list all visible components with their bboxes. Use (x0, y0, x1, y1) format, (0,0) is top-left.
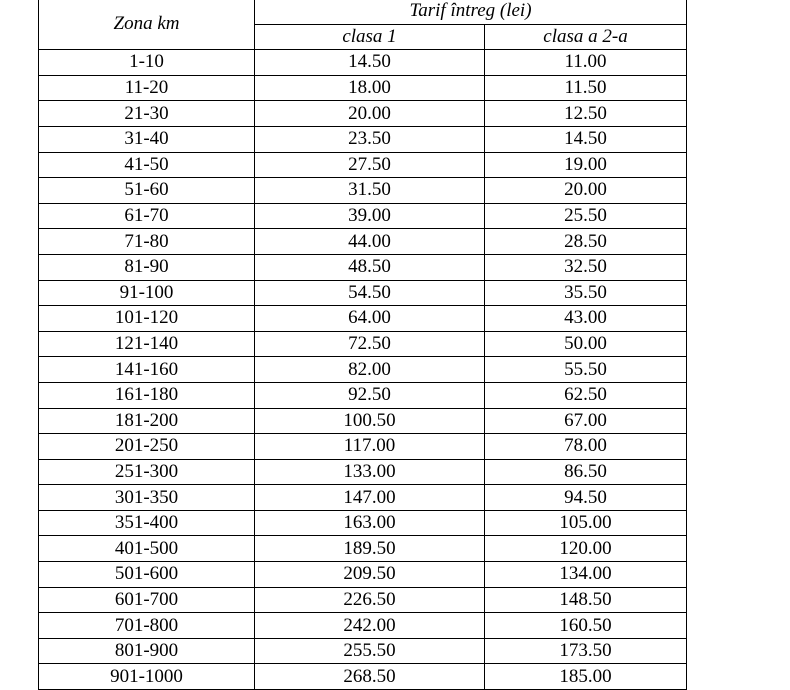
zone-cell: 351-400 (39, 510, 255, 536)
table-row (39, 101, 687, 127)
table-row (39, 254, 687, 280)
class2-price-cell: 14.50 (485, 126, 687, 152)
class1-price-cell: 189.50 (255, 536, 485, 562)
zone-cell: 21-30 (39, 101, 255, 127)
table-row (39, 126, 687, 152)
class1-price-cell: 82.00 (255, 357, 485, 383)
zone-cell: 101-120 (39, 306, 255, 332)
table-row (39, 613, 687, 639)
table-row (39, 306, 687, 332)
class1-price-cell: 242.00 (255, 613, 485, 639)
class1-price-cell: 54.50 (255, 280, 485, 306)
zone-cell: 901-1000 (39, 664, 255, 690)
class2-price-cell: 62.50 (485, 382, 687, 408)
zone-cell: 501-600 (39, 562, 255, 588)
class2-price-cell: 185.00 (485, 664, 687, 690)
class2-price-cell: 120.00 (485, 536, 687, 562)
class1-price-cell: 268.50 (255, 664, 485, 690)
class2-price-cell: 12.50 (485, 101, 687, 127)
class1-price-cell: 18.00 (255, 75, 485, 101)
class2-price-cell: 78.00 (485, 434, 687, 460)
class2-price-cell: 19.00 (485, 152, 687, 178)
class1-price-cell: 48.50 (255, 254, 485, 280)
zone-cell: 201-250 (39, 434, 255, 460)
table-row (39, 638, 687, 664)
class2-price-cell: 134.00 (485, 562, 687, 588)
class1-price-cell: 31.50 (255, 178, 485, 204)
class1-price-cell: 14.50 (255, 50, 485, 76)
class2-price-cell: 20.00 (485, 178, 687, 204)
header-row-top (39, 0, 687, 24)
zone-cell: 71-80 (39, 229, 255, 255)
zone-cell: 301-350 (39, 485, 255, 511)
table-row (39, 408, 687, 434)
zone-cell: 1-10 (39, 50, 255, 76)
class2-price-cell: 11.00 (485, 50, 687, 76)
class2-price-cell: 86.50 (485, 459, 687, 485)
class1-price-cell: 209.50 (255, 562, 485, 588)
table-row (39, 50, 687, 76)
class1-price-cell: 92.50 (255, 382, 485, 408)
class2-price-cell: 173.50 (485, 638, 687, 664)
zone-cell: 11-20 (39, 75, 255, 101)
table-row (39, 485, 687, 511)
tariff-group-header: Tarif întreg (lei) (255, 0, 687, 24)
class1-header: clasa 1 (255, 24, 485, 50)
class1-price-cell: 147.00 (255, 485, 485, 511)
class2-price-cell: 50.00 (485, 331, 687, 357)
class1-price-cell: 133.00 (255, 459, 485, 485)
zone-cell: 141-160 (39, 357, 255, 383)
class2-price-cell: 55.50 (485, 357, 687, 383)
table-row (39, 152, 687, 178)
zone-cell: 61-70 (39, 203, 255, 229)
fare-table (38, 0, 687, 690)
table-row (39, 664, 687, 690)
class2-price-cell: 28.50 (485, 229, 687, 255)
zone-cell: 701-800 (39, 613, 255, 639)
zone-cell: 801-900 (39, 638, 255, 664)
class2-price-cell: 35.50 (485, 280, 687, 306)
class1-price-cell: 117.00 (255, 434, 485, 460)
class1-price-cell: 163.00 (255, 510, 485, 536)
class1-price-cell: 255.50 (255, 638, 485, 664)
zone-cell: 121-140 (39, 331, 255, 357)
class2-price-cell: 25.50 (485, 203, 687, 229)
table-row (39, 75, 687, 101)
class1-price-cell: 226.50 (255, 587, 485, 613)
zone-cell: 31-40 (39, 126, 255, 152)
class1-price-cell: 23.50 (255, 126, 485, 152)
table-row (39, 459, 687, 485)
class2-price-cell: 11.50 (485, 75, 687, 101)
table-body (39, 50, 687, 690)
table-row (39, 587, 687, 613)
table-row (39, 434, 687, 460)
class2-price-cell: 43.00 (485, 306, 687, 332)
class2-price-cell: 105.00 (485, 510, 687, 536)
table-row (39, 562, 687, 588)
table-row (39, 178, 687, 204)
zone-cell: 181-200 (39, 408, 255, 434)
table-row (39, 536, 687, 562)
table-row (39, 510, 687, 536)
zone-cell: 91-100 (39, 280, 255, 306)
class1-price-cell: 100.50 (255, 408, 485, 434)
class2-price-cell: 148.50 (485, 587, 687, 613)
zone-header: Zona km (39, 0, 255, 50)
table-row (39, 203, 687, 229)
zone-cell: 81-90 (39, 254, 255, 280)
class1-price-cell: 72.50 (255, 331, 485, 357)
class1-price-cell: 20.00 (255, 101, 485, 127)
class2-price-cell: 32.50 (485, 254, 687, 280)
class1-price-cell: 64.00 (255, 306, 485, 332)
zone-cell: 251-300 (39, 459, 255, 485)
table-row (39, 229, 687, 255)
class2-price-cell: 67.00 (485, 408, 687, 434)
zone-cell: 401-500 (39, 536, 255, 562)
zone-cell: 161-180 (39, 382, 255, 408)
class1-price-cell: 44.00 (255, 229, 485, 255)
class2-price-cell: 160.50 (485, 613, 687, 639)
zone-cell: 601-700 (39, 587, 255, 613)
class1-price-cell: 27.50 (255, 152, 485, 178)
zone-cell: 41-50 (39, 152, 255, 178)
table-row (39, 280, 687, 306)
table-row (39, 331, 687, 357)
table-row (39, 357, 687, 383)
class2-header: clasa a 2-a (485, 24, 687, 50)
table-row (39, 382, 687, 408)
zone-cell: 51-60 (39, 178, 255, 204)
class2-price-cell: 94.50 (485, 485, 687, 511)
class1-price-cell: 39.00 (255, 203, 485, 229)
